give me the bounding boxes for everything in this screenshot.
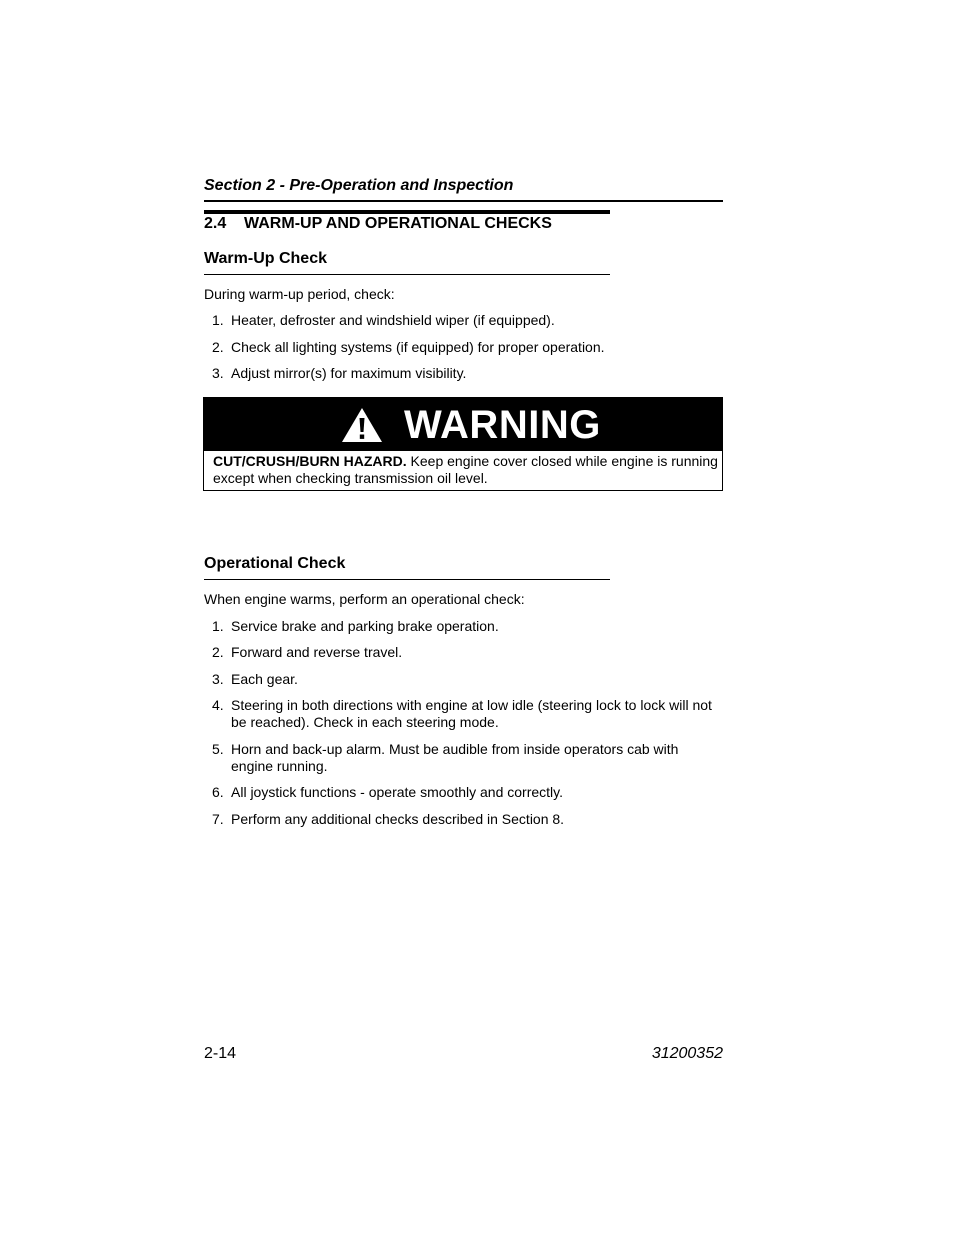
page-number: 2-14 bbox=[204, 1045, 237, 1062]
heading-title: WARM-UP AND OPERATIONAL CHECKS bbox=[244, 215, 552, 232]
hazard-description: Keep engine cover closed while engine is running except when checking transmission oil level. bbox=[213, 453, 718, 486]
warmup-check-rule bbox=[204, 274, 610, 275]
section-header-rule bbox=[204, 200, 723, 202]
warning-banner bbox=[204, 398, 722, 451]
list-item: 1. Service brake and parking brake operation. bbox=[212, 618, 499, 634]
warmup-check-title: Warm-Up Check bbox=[204, 250, 327, 267]
list-item: 3. Each gear. bbox=[212, 671, 298, 687]
list-item: 2. Forward and reverse travel. bbox=[212, 644, 403, 660]
list-item: 5. Horn and back-up alarm. Must be audible from inside operators cab with engine running. bbox=[212, 741, 679, 774]
section-heading bbox=[204, 215, 552, 233]
heading-number: 2.4 bbox=[204, 215, 227, 232]
warning-box bbox=[203, 397, 723, 491]
warning-title: WARNING bbox=[404, 403, 601, 447]
list-item: 2. Check all lighting systems (if equipped) for proper operation. bbox=[212, 339, 605, 355]
document-number: 31200352 bbox=[651, 1045, 723, 1062]
list-item: 1. Heater, defroster and windshield wiper (if equipped). bbox=[212, 312, 555, 328]
operational-list bbox=[204, 618, 724, 828]
operational-check-title: Operational Check bbox=[204, 555, 346, 572]
warning-triangle-icon bbox=[341, 407, 383, 443]
list-item: 6. All joystick functions - operate smoothly and correctly. bbox=[212, 784, 563, 800]
list-item: 3. Adjust mirror(s) for maximum visibility. bbox=[212, 365, 467, 381]
heading-bar bbox=[204, 210, 610, 214]
warning-text bbox=[213, 453, 718, 487]
warmup-list bbox=[204, 312, 724, 382]
operational-intro: When engine warms, perform an operational check: bbox=[204, 591, 525, 607]
hazard-label: CUT/CRUSH/BURN HAZARD. bbox=[213, 453, 407, 469]
operational-check-rule bbox=[204, 579, 610, 580]
warmup-intro: During warm-up period, check: bbox=[204, 286, 395, 302]
list-item: 7. Perform any additional checks described in Section 8. bbox=[212, 811, 565, 827]
list-item: 4. Steering in both directions with engine at low idle (steering lock to lock will not be reached). Check in each steering mode. bbox=[212, 697, 712, 730]
section-header: Section 2 - Pre-Operation and Inspection bbox=[204, 177, 514, 194]
